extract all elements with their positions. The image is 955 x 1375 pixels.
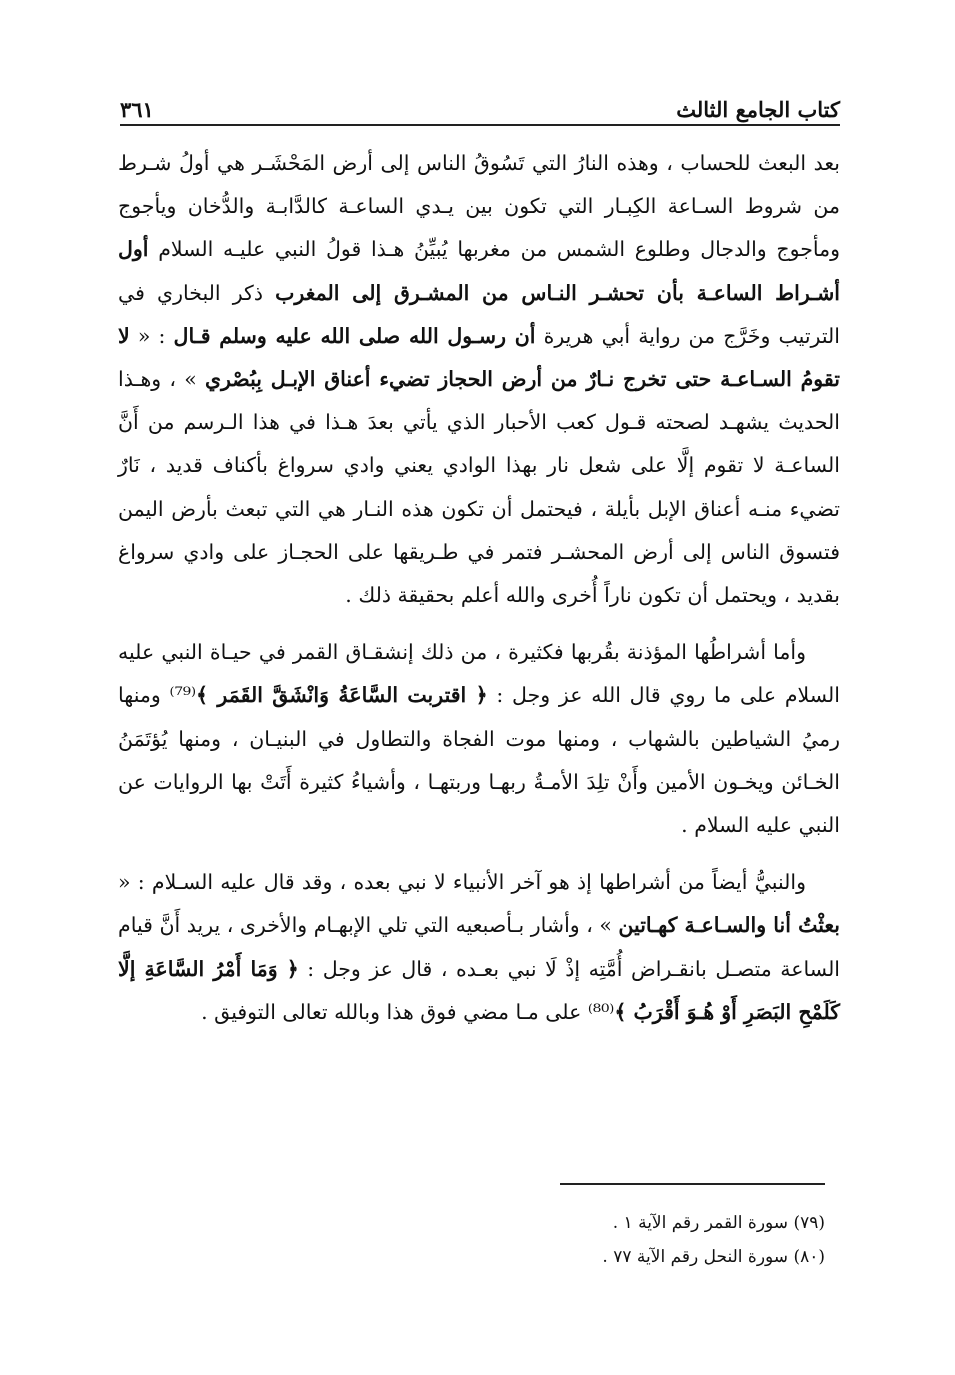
text-run: بعد البعث للحساب ، وهذه النارُ التي تَسُوقُ الناس إلى أرض المَحْشَـر هي أولُ شـرط من شروط السـاعة الكِبـار التي تكون بين يـدي الساعـة كالدَّابـة والدُّخان ويأجوج ومأجوج والدجال وطلوع الشمس من مغربها يُبيِّنُ هـذا قولُ النبي عليـه السلام [118, 151, 840, 262]
footnote-79: (٧٩) سورة القمر رقم الآية ١ . [612, 1213, 825, 1233]
book-title: كتاب الجامع الثالث [676, 97, 840, 122]
paragraph-3 [118, 861, 840, 1034]
page-number: ٣٦١ [120, 97, 154, 122]
hadith-quote: لا تقومُ السـاعـة حتى تخرج نـارٌ من أرض الحجاز تضيء أعناق الإبـل بِبُصْري [118, 323, 840, 392]
text-run: : « [129, 323, 174, 348]
hadith-quote: بعثْتُ أنا والسـاعـة كهـاتين [618, 913, 840, 938]
paragraph-2 [118, 631, 840, 847]
bold-run: أن رسـول الله صلى الله عليه وسلم قـال [173, 323, 536, 348]
text-run: والنبيُّ أيضاً من أشراطها إذ هو آخر الأنبياء لا نبي بعده ، وقد قال عليه السـلام : « [118, 870, 806, 895]
footnote-80: (٨٠) سورة النحل رقم الآية ٧٧ . [602, 1247, 825, 1267]
footnote-rule [560, 1183, 825, 1185]
main-text [118, 142, 840, 1034]
running-header [120, 82, 840, 122]
bold-run: أول أشـراط الساعـة بأن تحشـر النـاس من المشـرق إلى المغرب [118, 237, 841, 305]
text-run: » ، وهـذا الحديث يشهـد لصحته قـول كعب الأحبار الذي يأتي بعدَ هـذا في هذا الـرسم من أَنَّ الساعـة لا تقوم إلَّا على شعل نار بهذا الوادي يعني وادي سرواغ بأكناف قديد ، نَارٌ تضيء منـه أعناق الإبل بأيلة ، فيحتمل أن تكون هذه النـار هي التي تبعث بأرض اليمن فتسوق الناس إلى أرض المحشـر فتمر في طـريقها على الحجـاز على وادي سرواغ بقديد ، ويحتمل أن تكون ناراً أُخرى والله أعلم بحقيقة ذلك . [118, 367, 840, 608]
quran-quote: ﴿ اقتربت السَّاعَةُ وَانْشَقَّ القَمَر ﴾ [196, 683, 488, 708]
text-run: ⁽⁷⁹⁾ ومنها رميُ الشياطين بالشهاب ، ومنها موت الفجاة والتطاول في البنيـان ، ومنها يُؤتَمَنُ الخـائن ويخـون الأمين وأَنْ تلِدَ الأمـةُ ربهـا وربتهـا ، وأشياءُ كثيرة أَتَتْ بها الروايات عن النبي عليه السلام . [118, 683, 840, 838]
text-run: » ، وأشار بـأصبعيه التي تلي الإبهـام والأخرى ، يريد أَنَّ قيام الساعة متصـل بانقـراض أُمَّتِه إذْ لَا نبي بعـده ، قال عز وجل : [118, 913, 841, 981]
text-run: ⁽⁸⁰⁾ على مـا مضي فوق هذا وبالله تعالى التوفيق . [201, 999, 615, 1024]
text-run: ذكر البخاري في الترتيب وخَرَّج من رواية أبي هريرة [118, 280, 840, 348]
text-run: وأما أشراطُها المؤذنة بقُربها فكثيرة ، من ذلك إنشقـاق القمر في حيـاة النبي عليه السلام على ما روي قال الله عز وجل : [118, 640, 840, 708]
header-rule [120, 124, 840, 126]
quran-quote: ﴿ وَمَا أَمْرُ السَّاعَةِ إلَّا كَلَمْحِ البَصَرِ أَوْ هُـوَ أَقْرَبُ ﴾ [118, 956, 840, 1024]
footnotes [400, 1206, 825, 1274]
paragraph-1 [118, 142, 840, 617]
